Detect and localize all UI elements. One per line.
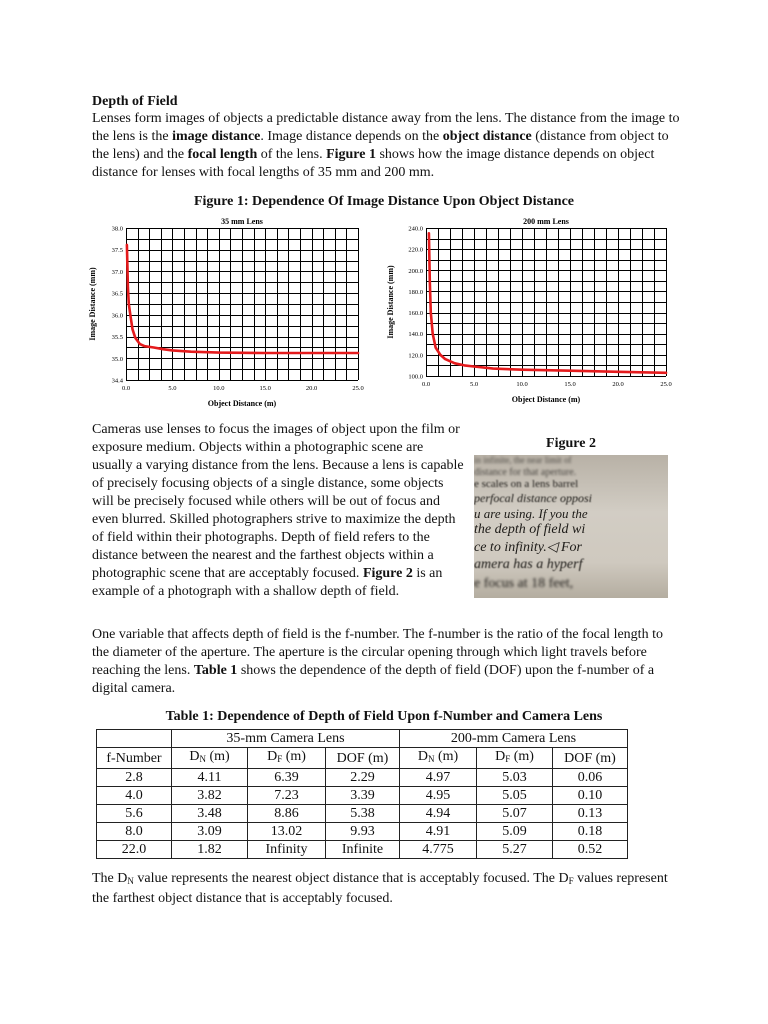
- dn-sub: N: [199, 754, 206, 764]
- y-tick-label: 140.0: [408, 331, 423, 339]
- x-tick-label: 5.0: [469, 381, 479, 388]
- intro-text-1: Lenses form images of objects a predictable distance away from the lens. The distance from the image to the lens is the: [92, 111, 680, 144]
- photo-line: the depth of field wi: [474, 522, 586, 537]
- term-focal-length: focal length: [187, 147, 258, 162]
- df-label: D: [267, 749, 278, 764]
- table-group-header-row: [97, 730, 628, 748]
- figure2-label: Figure 2: [546, 436, 596, 451]
- fnumber-text-1: One variable that affects depth of field is the f-number. The f-number is the ratio of the focal length to the diameter of the aperture. The aperture is the circular opening through which light travels before reaching the lens.: [92, 627, 663, 678]
- table-cell: 0.06: [553, 769, 628, 787]
- table-column-header-row: [97, 748, 628, 769]
- y-tick-label: 37.0: [111, 268, 123, 276]
- cameras-text-1: Cameras use lenses to focus the images of object upon the film or exposure medium. Objects within a photographic scene are usually a varying distance from the lens. Because a lens is capable of precisely focusing objects of a single distance, some objects will be precisely focused while others will be out of focus and even blurred. Skilled photographers strive to maximize the depth of field within their photographs. Depth of field refers to the distance between the nearest and the farthest objects within a photographic scene that are acceptably focused.: [92, 422, 464, 581]
- y-tick-label: 200.0: [408, 267, 423, 275]
- photo-line: perfocal distance opposi: [474, 491, 592, 505]
- y-tick-label: 120.0: [408, 352, 423, 360]
- chart-grid: [426, 228, 667, 377]
- cameras-paragraph: [92, 421, 464, 601]
- table-row: [97, 841, 628, 859]
- photo-line: u are using. If you the: [474, 506, 588, 521]
- table-cell: 4.11: [172, 769, 248, 787]
- table-cell: 3.48: [172, 805, 248, 823]
- df-sub: F: [505, 754, 511, 764]
- header-dof-200: DOF (m): [553, 748, 628, 769]
- x-tick-label: 0.0: [121, 385, 131, 392]
- table-cell: 3.09: [172, 823, 248, 841]
- dn-sub: N: [427, 754, 435, 764]
- y-tick-label: 35.0: [111, 355, 123, 363]
- header-fnumber: f-Number: [97, 748, 172, 769]
- table-cell: 3.82: [172, 787, 248, 805]
- dn-label: D: [417, 749, 428, 764]
- table-cell: Infinite: [326, 841, 400, 859]
- table-cell: 4.95: [400, 787, 477, 805]
- table-row: [97, 787, 628, 805]
- table-cell: 4.97: [400, 769, 477, 787]
- y-tick-label: 240.0: [408, 225, 423, 233]
- table-cell: 13.02: [248, 823, 326, 841]
- footer-text-1: The D: [92, 871, 128, 886]
- table-cell: Infinity: [248, 841, 326, 859]
- x-tick-label: 20.0: [612, 381, 624, 388]
- x-tick-label: 5.0: [168, 385, 177, 392]
- y-tick-label: 36.5: [111, 290, 123, 298]
- x-tick-label: 0.0: [421, 381, 431, 388]
- table-cell: 5.05: [477, 787, 553, 805]
- table-cell: 5.07: [477, 805, 553, 823]
- unit-label: (m): [282, 749, 306, 764]
- fnumber-paragraph: [92, 626, 682, 698]
- header-df-200: [477, 748, 553, 769]
- table-row: [97, 769, 628, 787]
- chart-title: 200 mm Lens: [523, 217, 569, 226]
- table-cell: 9.93: [326, 823, 400, 841]
- y-tick-label: 35.5: [111, 334, 123, 342]
- chart-title: 35 mm Lens: [221, 217, 263, 226]
- table-cell: 22.0: [97, 841, 172, 859]
- table-cell: 5.38: [326, 805, 400, 823]
- x-tick-label: 15.0: [564, 381, 576, 388]
- x-tick-label: 10.0: [213, 385, 225, 392]
- footer-sub-n: N: [127, 876, 134, 886]
- y-tick-label: 220.0: [408, 246, 423, 254]
- cameras-text-2: is an example of a photograph with a shallow depth of field.: [92, 566, 443, 599]
- table-cell: 4.91: [400, 823, 477, 841]
- header-df-35: [248, 748, 326, 769]
- intro-paragraph: [92, 110, 682, 182]
- y-tick-label: 100.0: [408, 373, 423, 381]
- photo-line: distance for that aperture.: [474, 467, 577, 478]
- header-dn-35: [172, 748, 248, 769]
- x-tick-label: 10.0: [516, 381, 528, 388]
- figure2-reference: Figure 2: [362, 566, 413, 581]
- table-cell: 4.0: [97, 787, 172, 805]
- unit-label: (m): [510, 749, 534, 764]
- table1-reference: Table 1: [193, 663, 238, 678]
- table-row: [97, 823, 628, 841]
- x-tick-label: 25.0: [660, 381, 672, 388]
- table-cell: 2.29: [326, 769, 400, 787]
- photo-line: ce to infinity.◁ For: [474, 540, 582, 555]
- table-cell: 0.10: [553, 787, 628, 805]
- y-axis-label: Image Distance (mm): [88, 267, 97, 341]
- unit-label: (m): [434, 749, 459, 764]
- intro-text-5: shows how the image distance depends on object distance for lenses with focal lengths of 35 mm and 200 mm.: [92, 147, 655, 180]
- table-cell: 7.23: [248, 787, 326, 805]
- x-tick-label: 20.0: [305, 385, 318, 392]
- x-axis-label: Object Distance (m): [207, 399, 277, 408]
- photo-line: e scales on a lens barrel: [474, 478, 579, 490]
- table-cell: 5.6: [97, 805, 172, 823]
- table-cell: 8.86: [248, 805, 326, 823]
- footer-text-2: value represents the nearest object distance that is acceptably focused. The D: [133, 871, 569, 886]
- fnumber-text-2: shows the dependence of the depth of field (DOF) upon the f-number of a digital camera.: [92, 663, 655, 696]
- table-cell: 1.82: [172, 841, 248, 859]
- photo-line: amera has a hyperf: [474, 557, 583, 572]
- table-cell: 3.39: [326, 787, 400, 805]
- table-cell: 4.775: [400, 841, 477, 859]
- unit-label: (m): [205, 749, 230, 764]
- table-header-blank: [97, 730, 172, 748]
- table-cell: 8.0: [97, 823, 172, 841]
- header-dof-35: DOF (m): [326, 748, 400, 769]
- chart-grid: [126, 228, 359, 381]
- x-axis-label: Object Distance (m): [511, 395, 581, 404]
- y-tick-label: 36.0: [111, 312, 123, 320]
- y-tick-label: 34.4: [111, 377, 123, 385]
- table1-title: Table 1: Dependence of Depth of Field Upon f-Number and Camera Lens: [165, 709, 603, 724]
- photo-line: e focus at 18 feet,: [474, 576, 574, 591]
- df-sub: F: [277, 754, 283, 764]
- dof-table: [96, 729, 628, 859]
- table-cell: 0.13: [553, 805, 628, 823]
- footer-text-3: values represent the farthest object distance that is acceptably focused.: [92, 871, 668, 906]
- y-tick-label: 37.5: [111, 247, 123, 255]
- figure2-photo: [474, 455, 668, 598]
- chart-35mm-lens: [86, 212, 372, 414]
- df-label: D: [495, 749, 506, 764]
- intro-text-4: of the lens.: [257, 147, 327, 162]
- figure1-reference: Figure 1: [326, 147, 376, 162]
- photo-line: in infinite, the near limit of: [474, 455, 572, 465]
- table-cell: 6.39: [248, 769, 326, 787]
- y-axis-label: Image Distance (mm): [386, 265, 395, 339]
- table-cell: 4.94: [400, 805, 477, 823]
- intro-text-3: (distance from object to the lens) and the: [92, 129, 669, 162]
- table-cell: 0.18: [553, 823, 628, 841]
- intro-text-2: . Image distance depends on the: [260, 129, 443, 144]
- y-tick-label: 160.0: [408, 310, 423, 318]
- table-cell: 0.52: [553, 841, 628, 859]
- term-image-distance: image distance: [172, 129, 261, 144]
- x-tick-label: 15.0: [259, 385, 271, 392]
- y-tick-label: 180.0: [408, 288, 423, 296]
- table-cell: 5.03: [477, 769, 553, 787]
- table-cell: 2.8: [97, 769, 172, 787]
- header-35mm-lens: 35-mm Camera Lens: [172, 730, 400, 748]
- table-cell: 5.27: [477, 841, 553, 859]
- term-object-distance: object distance: [442, 129, 532, 144]
- dn-label: D: [189, 749, 200, 764]
- table-row: [97, 805, 628, 823]
- header-dn-200: [400, 748, 477, 769]
- header-200mm-lens: 200-mm Camera Lens: [400, 730, 628, 748]
- x-tick-label: 25.0: [352, 385, 364, 392]
- table-cell: 5.09: [477, 823, 553, 841]
- y-tick-label: 38.0: [111, 225, 123, 233]
- footer-paragraph: [92, 870, 682, 908]
- figure1-title: Figure 1: Dependence Of Image Distance Upon Object Distance: [193, 194, 575, 209]
- chart-200mm-lens: [384, 212, 676, 414]
- section-heading: Depth of Field: [92, 94, 178, 109]
- footer-sub-f: F: [568, 876, 574, 886]
